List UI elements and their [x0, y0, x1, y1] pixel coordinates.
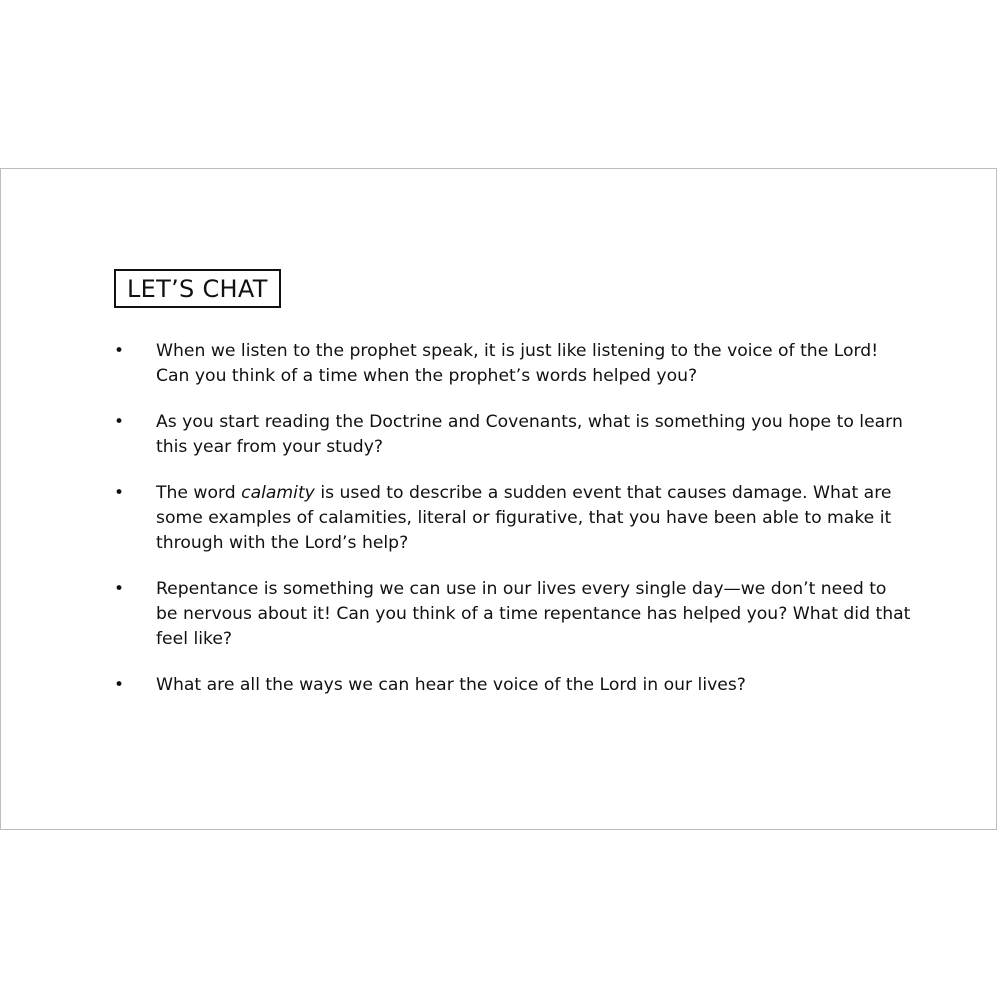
question-text-post: is used to describe a sudden event that causes damage. What are some examples of calamities, literal or figurative, that you have been able to make it through with the Lord’s help? [156, 483, 892, 553]
bullet-icon: • [113, 483, 125, 503]
list-item [113, 481, 913, 556]
emphasized-word: calamity [241, 483, 315, 503]
list-item [113, 410, 913, 460]
list-item [113, 673, 913, 698]
discussion-card [0, 168, 997, 830]
bullet-icon: • [113, 675, 125, 695]
bullet-icon: • [113, 579, 125, 599]
list-item [113, 339, 913, 389]
discussion-question-list [113, 339, 913, 719]
list-item [113, 577, 913, 652]
question-text [156, 483, 891, 553]
bullet-icon: • [113, 341, 125, 361]
question-text-pre: The word [156, 483, 242, 503]
question-text: As you start reading the Doctrine and Covenants, what is something you hope to learn this year from your study? [156, 412, 903, 457]
heading-box [114, 269, 281, 308]
question-text: When we listen to the prophet speak, it is just like listening to the voice of the Lord! Can you think of a time when the prophet’s words helped you? [156, 341, 879, 386]
question-text: What are all the ways we can hear the voice of the Lord in our lives? [156, 675, 746, 695]
heading-title: LET’S CHAT [127, 274, 268, 303]
question-text: Repentance is something we can use in our lives every single day—we don’t need to be nervous about it! Can you think of a time repentance has helped you? What did that feel like? [156, 579, 911, 649]
bullet-icon: • [113, 412, 125, 432]
